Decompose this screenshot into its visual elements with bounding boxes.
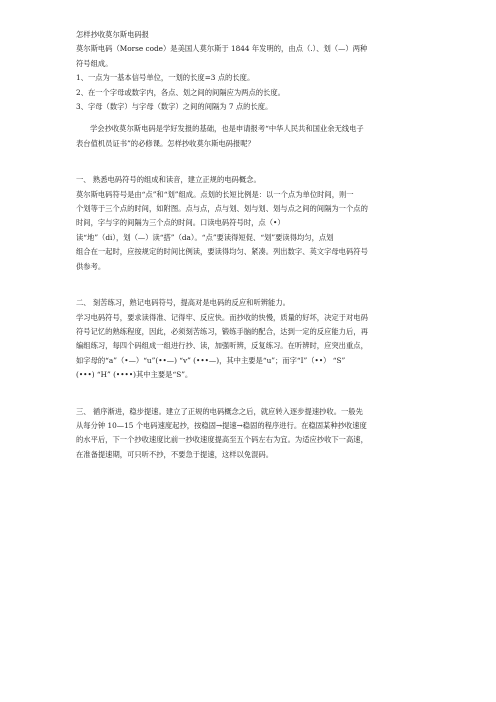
lead-line: 学会抄收莫尔斯电码是学好发报的基础，也是申请报考“中华人民共和国业余无线电子: [90, 124, 364, 134]
section-line: 学习电码符号，要求读得准、记得牢、反应快。而抄收的快慢，质量的好坏，决定于对电码: [76, 312, 368, 322]
intro-line: 符号组成。: [76, 58, 113, 68]
section-line: 编组练习，每四个码组成一组进行抄、读，加强听辨，反复练习。在听辨时，应突出重点，: [76, 341, 368, 351]
section-line: 如字母的“a”（•—）“u”(••—) “v” (•••—)，其中主要是“u”；而字“I”（••） “S”: [76, 355, 346, 365]
section-heading: 三、 循序渐进，稳步提速。建立了正规的电码概念之后，就应转入逐步提速抄收。一般先: [76, 406, 363, 416]
section-3: [76, 405, 428, 463]
spacer: [76, 151, 428, 173]
intro-block: [76, 42, 428, 114]
section-line: 组合在一起时，应按规定的时间比例读，要读得均匀、紧凑。列出数字、英文字母电码符号: [76, 247, 368, 257]
section-2: [76, 296, 428, 382]
section-1: [76, 173, 428, 274]
section-line: 在准备提速期，可只听不抄，不要急于提速，这样以免混码。: [76, 449, 274, 459]
document-title: 怎样抄收莫尔斯电码报: [76, 30, 149, 39]
section-line: 从每分钟 10—15 个电码速度起抄，按稳固→提速→稳固的程序进行。在稳固某种抄收速度: [76, 420, 367, 430]
document-page: [76, 28, 428, 462]
section-line: (•••) “H” (••••)其中主要是“S”。: [76, 370, 193, 380]
section-heading: 一、 熟悉电码符号的组成和读音，建立正规的电码概念。: [76, 175, 261, 185]
lead-line: 表台值机员证书”的必修课。怎样抄收莫尔斯电码报呢？: [76, 138, 255, 148]
spacer: [76, 383, 428, 405]
section-line: 时间，字与字的间隔为三个点的时间。口读电码符号时，点（•）: [76, 218, 285, 228]
intro-line: 1、一点为一基本信号单位，一划的长度=3 点的长度。: [76, 73, 255, 83]
lead-paragraph: [76, 122, 428, 151]
section-line: 的水平后，下一个抄收速度比前一抄收速度提高至五个码左右为宜。为适应抄收下一高速，: [76, 435, 368, 445]
section-line: 莫尔斯电码符号是由“点”和“划”组成。点划的长短比例是：以一个点为单位时间，则一: [76, 189, 354, 199]
section-line: 个划等于三个点的时间，如附图。点与点，点与划、划与划、划与点之间的间隔为一个点的: [76, 204, 368, 214]
spacer: [76, 114, 428, 122]
intro-line: 2、在一个字母或数字内，各点、划之间的间隔应为两点的长度。: [76, 87, 285, 97]
section-line: 读“地”（di），划（—）读“搭”（da）。“点”要读得短促、“划”要读得均匀，点划: [76, 232, 334, 242]
section-line: 供参考。: [76, 261, 106, 271]
intro-line: 莫尔斯电码（Morse code）是美国人莫尔斯于 1844 年发明的，由点（.）、划（—）两种: [76, 44, 368, 54]
section-line: 符号记忆的熟练程度，因此，必须刻苦练习，锻练手脑的配合，达到一定的反应能力后，再: [76, 326, 368, 336]
spacer: [76, 274, 428, 296]
intro-line: 3、字母（数字）与字母（数字）之间的间隔为 7 点的长度。: [76, 102, 273, 112]
section-heading: 二、 刻苦练习，熟记电码符号，提高对是电码的反应和听辨能力。: [76, 298, 290, 308]
